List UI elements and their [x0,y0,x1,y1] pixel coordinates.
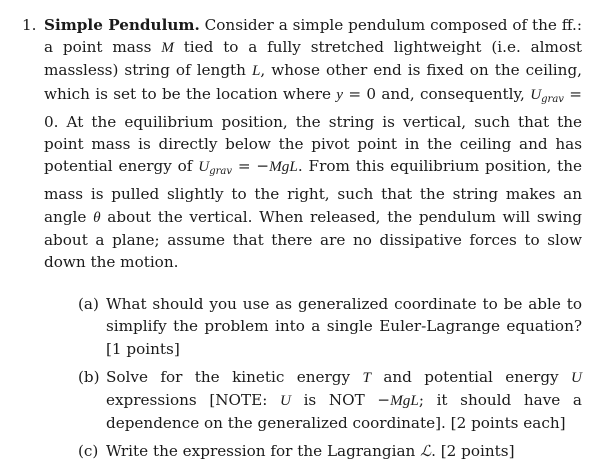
part-statement [106,368,582,432]
math-subscript: grav [209,166,232,178]
text-run: = 0 and, consequently, [343,84,531,103]
text-run: = 0. At the equilibrium position, the string is vertical, such that the point mass is directly below the pivot point in the ceiling and has potential energy of [44,84,582,176]
part-a [78,293,582,360]
math-symbol: U [198,158,210,176]
math-subscript: grav [541,93,564,105]
part-c [78,440,582,463]
math-symbol: M [161,39,174,57]
text-run: , whose other end is fixed on the ceiling, which is set to be the location where [44,61,582,103]
problem-title: Simple Pendulum. [44,16,200,34]
part-label: (b) [78,367,100,386]
math-symbol: U [571,368,582,386]
text-run: and potential energy [370,367,572,386]
problem-statement [44,16,582,271]
math-symbol: MgL [390,392,419,410]
math-symbol: U [279,392,291,410]
problem-number: 1. [22,16,37,34]
text-run: = − [232,157,270,176]
math-symbol: MgL [269,158,298,176]
problem-parts [22,293,582,463]
text-run: Solve for the kinetic energy [106,367,363,386]
math-symbol: L [251,62,261,80]
problem-1 [22,14,582,273]
part-b [78,366,582,435]
text-run: ; it should have a dependence on the generalized coordinate]. [2 points each] [106,391,582,433]
text-run: . [2 points] [431,442,515,461]
math-symbol: U [530,85,542,103]
math-symbol: θ [93,208,101,226]
text-run: Consider a simple pendulum composed of the ff.: a point mass [44,16,583,57]
text-run: is NOT − [290,391,391,410]
text-run: tied to a fully stretched lightweight (i.e. almost massless) string of length [44,38,582,80]
math-symbol: ℒ [420,443,432,461]
text-run: . From this equilibrium position, the mass is pulled slightly to the right, such that the string makes an angle [44,157,582,226]
text-run: What should you use as generalized coordinate to be able to simplify the problem into a single Euler-Lagrange equation? [1 points] [106,295,582,358]
text-run: about the vertical. When released, the pendulum will swing about a plane; assume that there are no dissipative forces to slow down the motion. [44,207,583,272]
math-symbol: T [362,368,371,386]
text-run: Write the expression for the Lagrangian [106,442,421,461]
part-label: (c) [78,442,99,461]
part-statement [106,442,515,460]
part-statement [106,295,582,357]
part-label: (a) [78,295,99,314]
text-run: expressions [NOTE: [106,391,280,410]
math-symbol: y [336,85,344,103]
